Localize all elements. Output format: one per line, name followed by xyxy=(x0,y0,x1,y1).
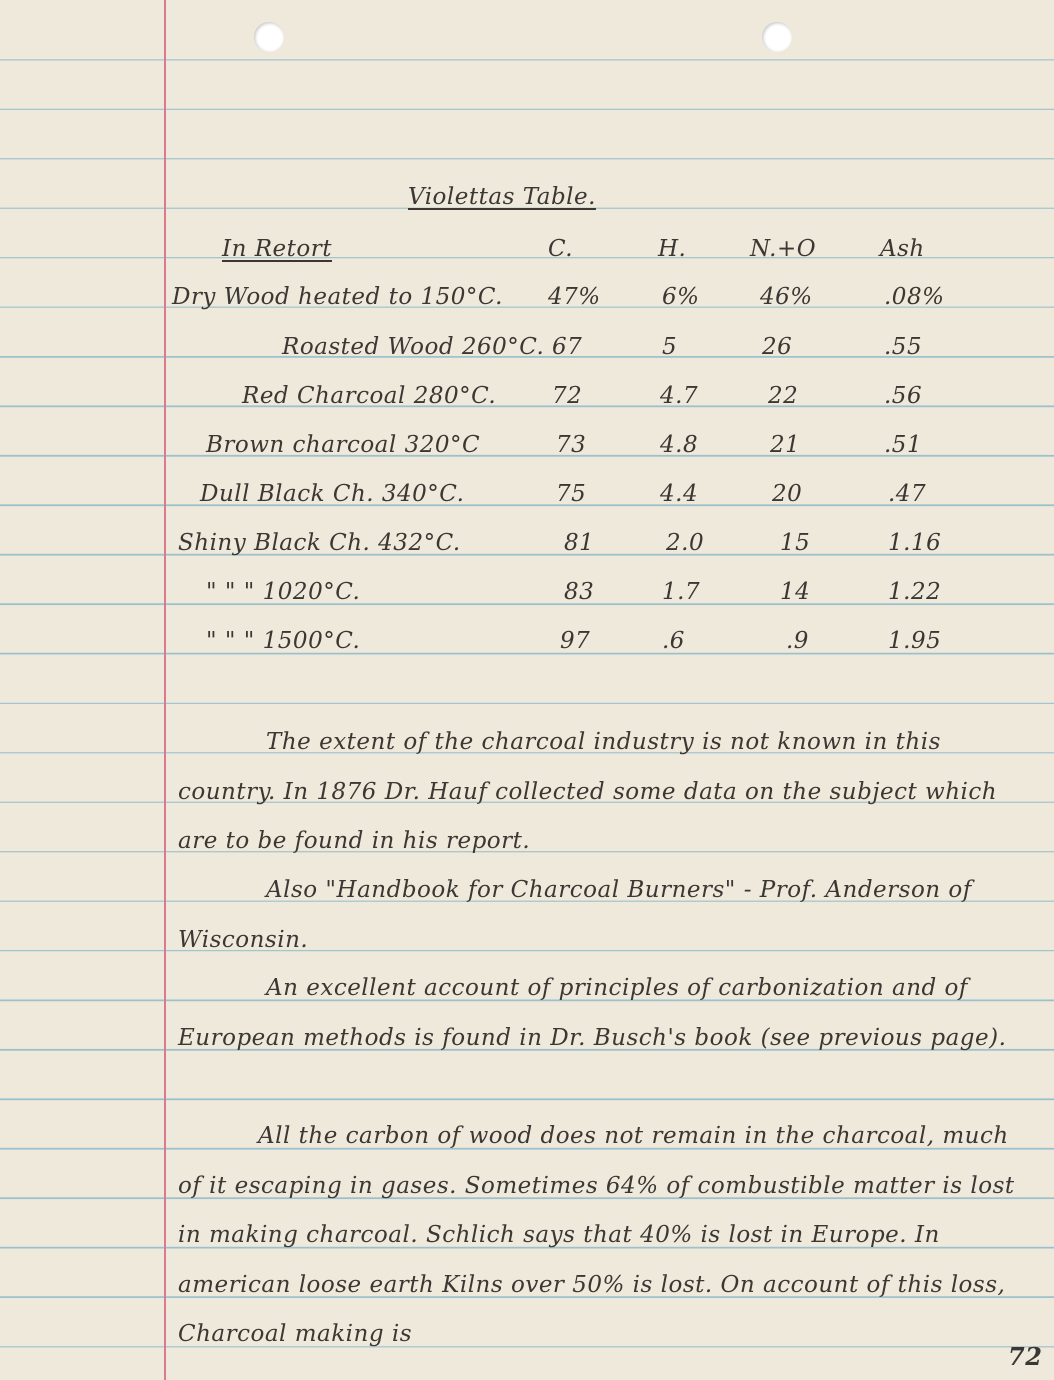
row-h: 4.8 xyxy=(660,432,699,458)
row-c: 67 xyxy=(552,334,583,360)
page-title: Violettas Table. xyxy=(408,184,596,210)
paragraph xyxy=(178,964,1038,1063)
row-ash: .51 xyxy=(884,432,923,458)
row-ash: .08% xyxy=(884,284,945,310)
row-label: Dry Wood heated to 150°C. xyxy=(172,284,503,310)
row-ash: 1.95 xyxy=(888,628,942,654)
row-ash: .55 xyxy=(884,334,923,360)
row-c: 73 xyxy=(556,432,587,458)
row-label: " " " 1500°C. xyxy=(206,628,361,654)
row-label: Dull Black Ch. 340°C. xyxy=(200,481,465,507)
paragraph-text: The extent of the charcoal industry is not known in this country. In 1876 Dr. Hauf collected some data on the subject which are to be found in his report. xyxy=(178,729,998,854)
row-c: 47% xyxy=(548,284,601,310)
row-c: 72 xyxy=(552,383,583,409)
paragraph-text: An excellent account of principles of carbonization and of European methods is found in Dr. Busch's book (see previous page). xyxy=(178,975,1007,1051)
row-c: 83 xyxy=(564,579,595,605)
row-no: 22 xyxy=(768,383,799,409)
row-c: 97 xyxy=(560,628,591,654)
paragraph-text: Also "Handbook for Charcoal Burners" - Prof. Anderson of Wisconsin. xyxy=(178,877,972,953)
row-c: 81 xyxy=(564,530,595,556)
punch-hole-left xyxy=(254,22,284,52)
row-h: .6 xyxy=(662,628,685,654)
table-header-c: C. xyxy=(548,236,574,262)
paragraph xyxy=(178,718,1038,867)
row-ash: .56 xyxy=(884,383,923,409)
row-label: Shiny Black Ch. 432°C. xyxy=(178,530,461,556)
row-h: 2.0 xyxy=(666,530,705,556)
table-header-h: H. xyxy=(658,236,687,262)
row-label: " " " 1020°C. xyxy=(206,579,361,605)
row-c: 75 xyxy=(556,481,587,507)
row-ash: 1.22 xyxy=(888,579,942,605)
row-no: 20 xyxy=(772,481,803,507)
row-h: 5 xyxy=(662,334,678,360)
row-no: 46% xyxy=(760,284,813,310)
table-header-ash: Ash xyxy=(880,236,925,262)
margin-line xyxy=(164,0,166,1380)
row-h: 6% xyxy=(662,284,700,310)
row-label: Roasted Wood 260°C. xyxy=(282,334,545,360)
row-no: 26 xyxy=(762,334,793,360)
paragraph xyxy=(178,1112,1038,1360)
paragraph-text: All the carbon of wood does not remain in the charcoal, much of it escaping in gases. Sometimes 64% of combustible matter is lost in making charcoal. Schlich says that 40% is lost in Europe. In american loose earth Kilns over 50% is lost. On account of this loss, Charcoal making is xyxy=(178,1123,1015,1347)
row-label: Brown charcoal 320°C xyxy=(206,432,481,458)
row-no: .9 xyxy=(786,628,809,654)
page-number: 72 xyxy=(1008,1342,1043,1371)
row-h: 4.7 xyxy=(660,383,699,409)
row-no: 14 xyxy=(780,579,811,605)
row-no: 15 xyxy=(780,530,811,556)
row-h: 4.4 xyxy=(660,481,699,507)
row-no: 21 xyxy=(770,432,801,458)
table-header-label: In Retort xyxy=(222,236,332,262)
row-label: Red Charcoal 280°C. xyxy=(242,383,497,409)
paragraph xyxy=(178,866,1038,965)
row-ash: .47 xyxy=(888,481,927,507)
row-h: 1.7 xyxy=(662,579,701,605)
table-header-no: N.+O xyxy=(750,236,817,262)
punch-hole-right xyxy=(762,22,792,52)
row-ash: 1.16 xyxy=(888,530,942,556)
